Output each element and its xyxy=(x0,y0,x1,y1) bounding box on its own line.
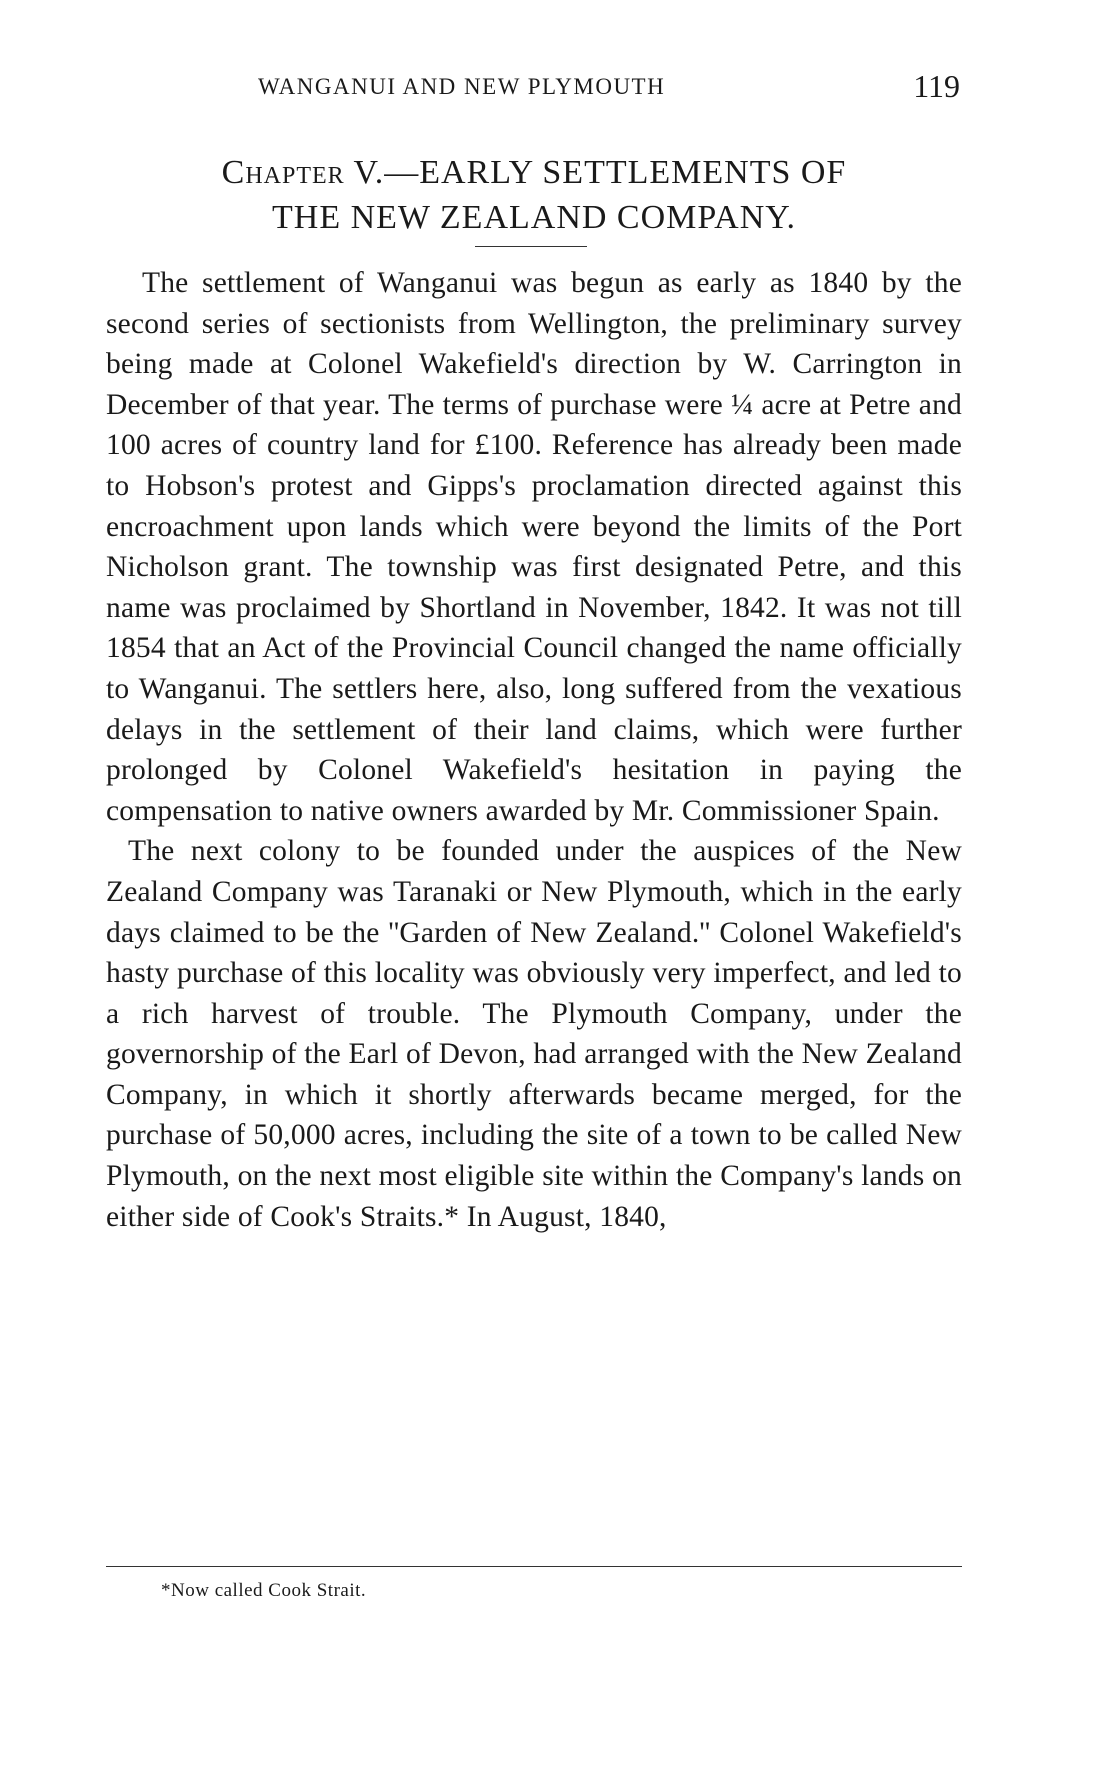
running-head xyxy=(106,68,962,108)
page-number: 119 xyxy=(913,68,960,104)
paragraph-2: The next colony to be founded under the auspices of the New Zealand Company was Taranaki or New Plymouth, which in the early days claimed to be the ''Garden of New Zealand.'' Colonel Wakefield's hasty purchase of this locality was obviously very imperfect, and led to a rich harvest of trouble. The Plymouth Company, under the governorship of the Earl of Devon, had arranged with the New Zealand Company, in which it shortly afterwards became merged, for the purchase of 50,000 acres, including the site of a town to be called New Plymouth, on the next most eligible site within the Company's lands on either side of Cook's Straits.* In August, 1840, xyxy=(106,835,962,1233)
footnote: *Now called Cook Strait. xyxy=(161,1580,367,1601)
chapter-label: Chapter V. xyxy=(221,154,385,191)
chapter-title-part-1: —EARLY SETTLEMENTS OF xyxy=(384,154,847,191)
chapter-heading xyxy=(106,150,962,240)
heading-divider xyxy=(475,246,587,247)
running-title: WANGANUI AND NEW PLYMOUTH xyxy=(258,74,666,99)
chapter-title-part-2: THE NEW ZEALAND COMPANY. xyxy=(272,199,796,236)
footnote-divider xyxy=(106,1566,962,1567)
body-text xyxy=(106,263,962,1237)
paragraph-1: The settlement of Wanganui was begun as early as 1840 by the second series of sectionists from Wellington, the preliminary survey being made at Colonel Wakefield's direction by W. Carrington in December of that year. The terms of purchase were ¼ acre at Petre and 100 acres of country land for £100. Reference has already been made to Hobson's protest and Gipps's proclamation directed against this encroachment upon lands which were beyond the limits of the Port Nicholson grant. The township was first designated Petre, and this name was proclaimed by Shortland in November, 1842. It was not till 1854 that an Act of the Provincial Council changed the name officially to Wanganui. The settlers here, also, long suffered from the vexatious delays in the settlement of their land claims, which were further prolonged by Colonel Wakefield's hesitation in paying the compensation to native owners awarded by Mr. Commissioner Spain. xyxy=(106,267,962,827)
chapter-heading-line-1 xyxy=(106,150,962,195)
